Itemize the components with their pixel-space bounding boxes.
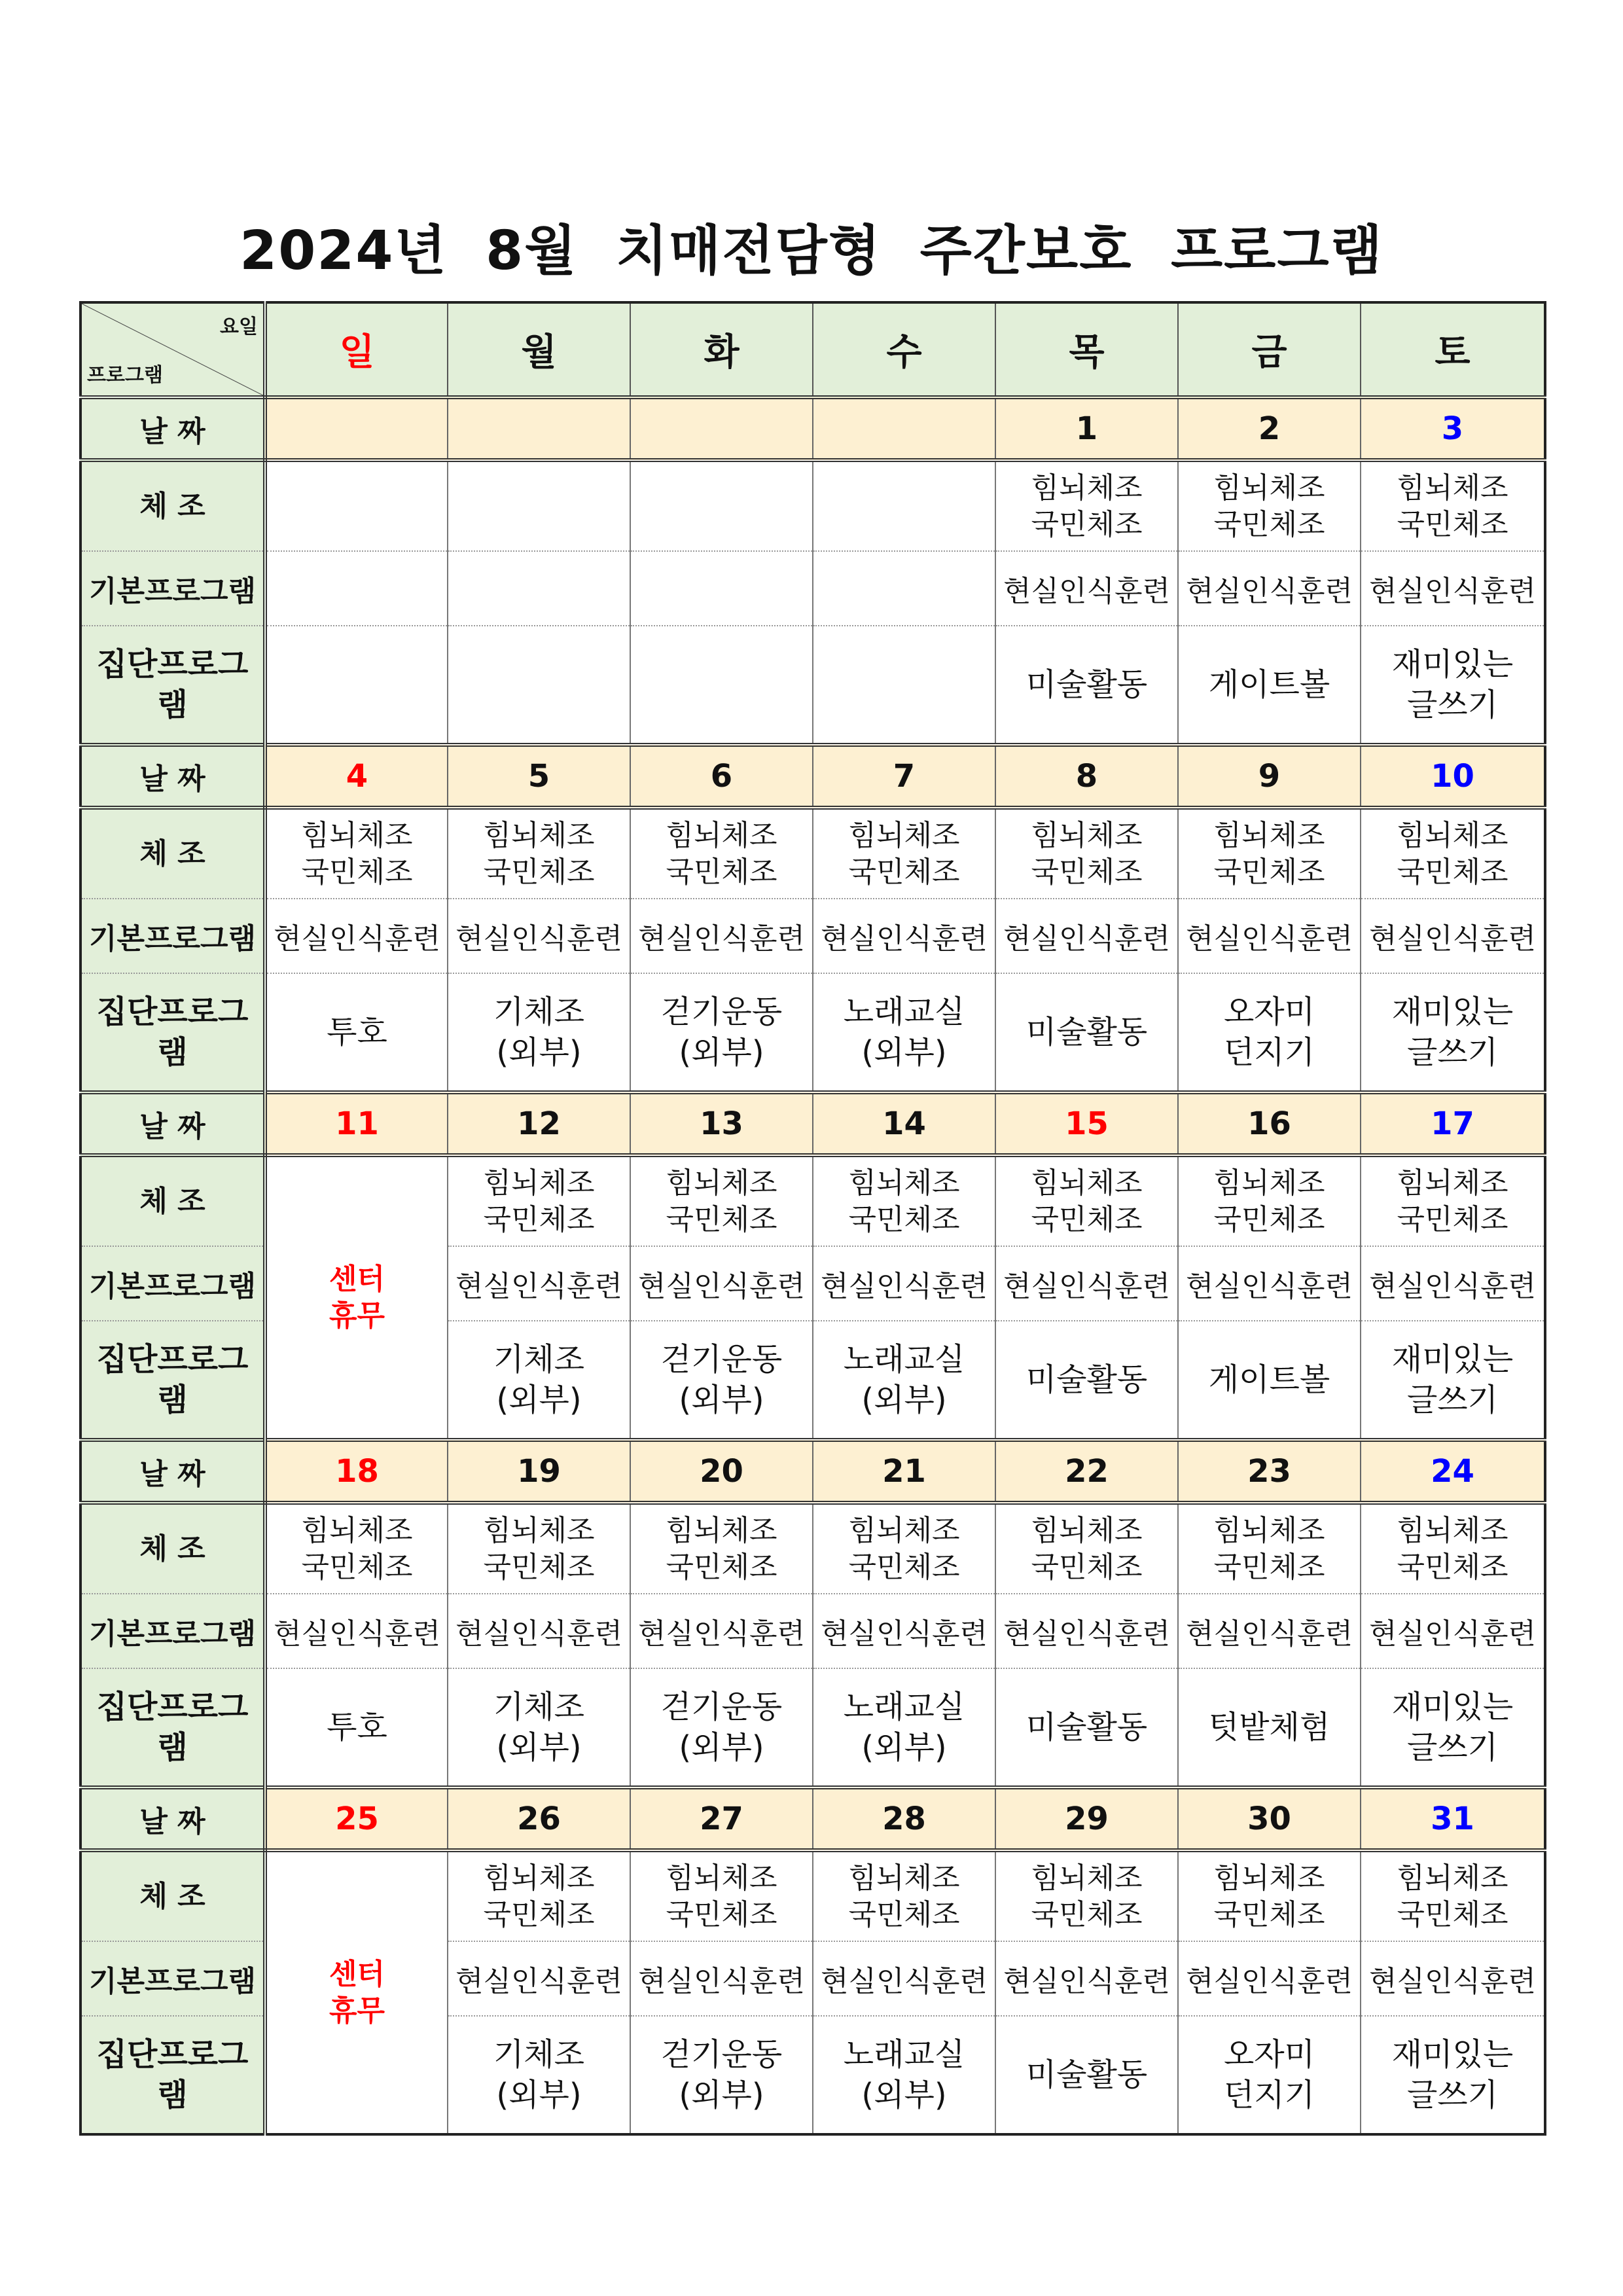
exercise-line-1: 힘뇌체조 bbox=[666, 1166, 777, 1200]
exercise-row bbox=[80, 1155, 1545, 1246]
exercise-line-2: 국민체조 bbox=[1031, 855, 1143, 889]
exercise-line-1: 힘뇌체조 bbox=[1213, 1166, 1325, 1200]
date-row-label: 날 짜 bbox=[80, 1092, 265, 1155]
exercise-line-2: 국민체조 bbox=[848, 1897, 960, 1931]
basic-program-cell: 현실인식훈련 bbox=[813, 1941, 995, 2016]
group-line-1: 텃밭체험 bbox=[1208, 1709, 1330, 1746]
exercise-cell bbox=[630, 1503, 813, 1594]
group-line-1: 기체조 bbox=[493, 1341, 585, 1378]
basic-program-cell: 현실인식훈련 bbox=[995, 1246, 1178, 1321]
exercise-line-1: 힘뇌체조 bbox=[666, 1513, 777, 1547]
header-corner-cell bbox=[80, 302, 265, 397]
basic-program-cell: 현실인식훈련 bbox=[448, 899, 630, 973]
basic-program-cell: 현실인식훈련 bbox=[265, 1594, 448, 1668]
exercise-cell bbox=[448, 808, 630, 899]
exercise-cell bbox=[265, 460, 448, 551]
exercise-line-2: 국민체조 bbox=[301, 855, 413, 889]
group-line-2: 글쓰기 bbox=[1406, 687, 1499, 723]
exercise-row bbox=[80, 1503, 1545, 1594]
group-line-1: 재미있는 bbox=[1391, 1341, 1514, 1378]
date-cell: 9 bbox=[1178, 745, 1361, 808]
date-cell: 20 bbox=[630, 1440, 813, 1503]
exercise-cell bbox=[1178, 1155, 1361, 1246]
date-cell bbox=[813, 397, 995, 460]
basic-program-cell: 현실인식훈련 bbox=[1361, 551, 1545, 626]
basic-program-cell: 현실인식훈련 bbox=[448, 1246, 630, 1321]
exercise-cell bbox=[995, 1503, 1178, 1594]
group-line-2: 글쓰기 bbox=[1406, 1729, 1499, 1766]
group-program-cell bbox=[995, 626, 1178, 745]
exercise-cell bbox=[630, 1850, 813, 1941]
basic-program-cell: 현실인식훈련 bbox=[813, 1594, 995, 1668]
exercise-row-label: 체 조 bbox=[80, 808, 265, 899]
weekday-header-row bbox=[80, 302, 1545, 397]
group-line-1: 노래교실 bbox=[843, 994, 965, 1030]
date-row-label: 날 짜 bbox=[80, 1440, 265, 1503]
exercise-cell bbox=[995, 1155, 1178, 1246]
basic-program-cell: 현실인식훈련 bbox=[448, 1941, 630, 2016]
basic-program-cell: 현실인식훈련 bbox=[265, 899, 448, 973]
group-program-cell bbox=[448, 973, 630, 1092]
date-cell: 24 bbox=[1361, 1440, 1545, 1503]
exercise-cell bbox=[448, 1503, 630, 1594]
date-cell: 11 bbox=[265, 1092, 448, 1155]
exercise-cell bbox=[1178, 1503, 1361, 1594]
group-line-2: (외부) bbox=[496, 1729, 582, 1766]
group-line-1: 오자미 bbox=[1223, 2036, 1315, 2073]
exercise-line-1: 힘뇌체조 bbox=[848, 1513, 960, 1547]
exercise-cell bbox=[1361, 1155, 1545, 1246]
group-program-cell bbox=[813, 1321, 995, 1440]
group-line-1: 재미있는 bbox=[1391, 1689, 1514, 1725]
group-line-1: 노래교실 bbox=[843, 1689, 965, 1725]
day-header-sunday: 일 bbox=[265, 302, 448, 397]
group-program-cell bbox=[995, 1321, 1178, 1440]
group-line-2: (외부) bbox=[861, 2077, 947, 2113]
date-cell: 25 bbox=[265, 1787, 448, 1850]
day-header-friday: 금 bbox=[1178, 302, 1361, 397]
exercise-line-1: 힘뇌체조 bbox=[848, 818, 960, 852]
exercise-line-1: 힘뇌체조 bbox=[848, 1166, 960, 1200]
group-line-1: 노래교실 bbox=[843, 2036, 965, 2073]
date-cell: 2 bbox=[1178, 397, 1361, 460]
group-line-1: 투호 bbox=[327, 1014, 387, 1050]
exercise-line-2: 국민체조 bbox=[1397, 1550, 1508, 1584]
date-cell: 8 bbox=[995, 745, 1178, 808]
group-line-1: 미술활동 bbox=[1026, 666, 1148, 703]
exercise-line-2: 국민체조 bbox=[483, 855, 595, 889]
date-row bbox=[80, 397, 1545, 460]
exercise-row bbox=[80, 1850, 1545, 1941]
date-cell: 27 bbox=[630, 1787, 813, 1850]
group-line-1: 재미있는 bbox=[1391, 646, 1514, 683]
day-header-wednesday: 수 bbox=[813, 302, 995, 397]
basic-program-cell: 현실인식훈련 bbox=[995, 1941, 1178, 2016]
date-row-label: 날 짜 bbox=[80, 397, 265, 460]
group-line-2: (외부) bbox=[679, 1034, 764, 1071]
group-line-2: (외부) bbox=[679, 2077, 764, 2113]
exercise-line-1: 힘뇌체조 bbox=[666, 818, 777, 852]
exercise-cell bbox=[995, 1850, 1178, 1941]
exercise-line-1: 힘뇌체조 bbox=[483, 1166, 595, 1200]
exercise-line-1: 힘뇌체조 bbox=[1397, 1166, 1508, 1200]
date-cell: 26 bbox=[448, 1787, 630, 1850]
exercise-cell bbox=[265, 808, 448, 899]
date-cell: 21 bbox=[813, 1440, 995, 1503]
group-program-row-label: 집단프로그램 bbox=[80, 1321, 265, 1440]
group-program-row bbox=[80, 1668, 1545, 1787]
group-program-cell bbox=[630, 626, 813, 745]
basic-program-cell: 현실인식훈련 bbox=[995, 1594, 1178, 1668]
exercise-line-2: 국민체조 bbox=[1213, 1550, 1325, 1584]
exercise-line-2: 국민체조 bbox=[301, 1550, 413, 1584]
date-row bbox=[80, 745, 1545, 808]
closed-text-line1: 센터 bbox=[329, 1262, 385, 1296]
group-program-row-label: 집단프로그램 bbox=[80, 626, 265, 745]
group-program-cell bbox=[1178, 1321, 1361, 1440]
group-line-1: 걷기운동 bbox=[660, 994, 783, 1030]
date-cell: 29 bbox=[995, 1787, 1178, 1850]
exercise-line-2: 국민체조 bbox=[1397, 855, 1508, 889]
date-cell bbox=[630, 397, 813, 460]
date-cell bbox=[448, 397, 630, 460]
group-program-cell bbox=[448, 1321, 630, 1440]
basic-program-row-label: 기본프로그램 bbox=[80, 1246, 265, 1321]
basic-program-cell: 현실인식훈련 bbox=[1178, 1246, 1361, 1321]
exercise-line-2: 국민체조 bbox=[1213, 1202, 1325, 1236]
group-line-1: 게이트볼 bbox=[1208, 1361, 1330, 1398]
group-line-1: 미술활동 bbox=[1026, 2056, 1148, 2093]
exercise-cell bbox=[1361, 1503, 1545, 1594]
group-program-cell bbox=[265, 626, 448, 745]
group-line-1: 기체조 bbox=[493, 994, 585, 1030]
exercise-line-2: 국민체조 bbox=[483, 1202, 595, 1236]
group-line-2: (외부) bbox=[861, 1729, 947, 1766]
group-program-cell bbox=[630, 2016, 813, 2134]
exercise-line-2: 국민체조 bbox=[483, 1897, 595, 1931]
exercise-line-2: 국민체조 bbox=[666, 1550, 777, 1584]
closed-text-line2: 휴무 bbox=[329, 1299, 385, 1333]
group-program-row bbox=[80, 973, 1545, 1092]
group-program-cell bbox=[995, 2016, 1178, 2134]
group-line-1: 재미있는 bbox=[1391, 2036, 1514, 2073]
closed-text-line2: 휴무 bbox=[329, 1994, 385, 2028]
basic-program-cell bbox=[813, 551, 995, 626]
exercise-cell bbox=[1361, 808, 1545, 899]
exercise-line-1: 힘뇌체조 bbox=[483, 1513, 595, 1547]
group-program-cell bbox=[1361, 2016, 1545, 2134]
day-header-tuesday: 화 bbox=[630, 302, 813, 397]
group-program-cell bbox=[1361, 973, 1545, 1092]
basic-program-cell: 현실인식훈련 bbox=[1178, 1941, 1361, 2016]
exercise-cell bbox=[813, 1503, 995, 1594]
basic-program-cell: 현실인식훈련 bbox=[1178, 1594, 1361, 1668]
exercise-cell bbox=[813, 460, 995, 551]
exercise-line-1: 힘뇌체조 bbox=[1213, 1513, 1325, 1547]
group-program-cell bbox=[448, 1668, 630, 1787]
date-cell: 14 bbox=[813, 1092, 995, 1155]
exercise-line-1: 힘뇌체조 bbox=[1213, 818, 1325, 852]
exercise-line-2: 국민체조 bbox=[1031, 1550, 1143, 1584]
exercise-cell bbox=[630, 1155, 813, 1246]
group-program-cell bbox=[1178, 973, 1361, 1092]
date-cell: 18 bbox=[265, 1440, 448, 1503]
group-line-2: 글쓰기 bbox=[1406, 1034, 1499, 1071]
basic-program-cell bbox=[448, 551, 630, 626]
schedule-table bbox=[79, 301, 1546, 2136]
exercise-line-2: 국민체조 bbox=[483, 1550, 595, 1584]
group-line-1: 게이트볼 bbox=[1208, 666, 1330, 703]
exercise-line-1: 힘뇌체조 bbox=[1031, 471, 1143, 505]
exercise-cell bbox=[1178, 808, 1361, 899]
basic-program-cell: 현실인식훈련 bbox=[448, 1594, 630, 1668]
exercise-cell bbox=[813, 1850, 995, 1941]
exercise-cell bbox=[448, 460, 630, 551]
group-line-1: 걷기운동 bbox=[660, 2036, 783, 2073]
center-closed-cell bbox=[265, 1850, 448, 2134]
group-line-2: (외부) bbox=[496, 1034, 582, 1071]
exercise-cell bbox=[265, 1503, 448, 1594]
corner-day-label: 요일 bbox=[220, 315, 258, 338]
exercise-line-2: 국민체조 bbox=[1031, 1897, 1143, 1931]
basic-program-cell: 현실인식훈련 bbox=[1361, 899, 1545, 973]
date-row bbox=[80, 1787, 1545, 1850]
group-program-cell bbox=[1178, 1668, 1361, 1787]
group-line-2: 던지기 bbox=[1223, 1034, 1315, 1071]
exercise-line-1: 힘뇌체조 bbox=[1213, 1861, 1325, 1895]
date-cell: 1 bbox=[995, 397, 1178, 460]
date-cell: 3 bbox=[1361, 397, 1545, 460]
basic-program-row-label: 기본프로그램 bbox=[80, 551, 265, 626]
exercise-line-2: 국민체조 bbox=[848, 1550, 960, 1584]
basic-program-row bbox=[80, 899, 1545, 973]
group-program-cell bbox=[1361, 626, 1545, 745]
date-row-label: 날 짜 bbox=[80, 745, 265, 808]
exercise-line-2: 국민체조 bbox=[848, 855, 960, 889]
basic-program-cell: 현실인식훈련 bbox=[1361, 1941, 1545, 2016]
group-line-2: (외부) bbox=[679, 1382, 764, 1418]
exercise-cell bbox=[630, 808, 813, 899]
exercise-row-label: 체 조 bbox=[80, 1503, 265, 1594]
exercise-row bbox=[80, 808, 1545, 899]
day-header-monday: 월 bbox=[448, 302, 630, 397]
exercise-line-2: 국민체조 bbox=[848, 1202, 960, 1236]
exercise-line-2: 국민체조 bbox=[1213, 1897, 1325, 1931]
date-cell: 22 bbox=[995, 1440, 1178, 1503]
exercise-line-1: 힘뇌체조 bbox=[666, 1861, 777, 1895]
group-line-2: (외부) bbox=[861, 1034, 947, 1071]
exercise-line-1: 힘뇌체조 bbox=[1031, 818, 1143, 852]
group-program-cell bbox=[265, 1668, 448, 1787]
basic-program-cell bbox=[265, 551, 448, 626]
basic-program-cell: 현실인식훈련 bbox=[813, 1246, 995, 1321]
exercise-line-2: 국민체조 bbox=[1031, 507, 1143, 541]
exercise-cell bbox=[1178, 1850, 1361, 1941]
date-cell: 16 bbox=[1178, 1092, 1361, 1155]
group-program-cell bbox=[1178, 2016, 1361, 2134]
exercise-row bbox=[80, 460, 1545, 551]
date-row bbox=[80, 1440, 1545, 1503]
exercise-line-1: 힘뇌체조 bbox=[483, 818, 595, 852]
basic-program-cell: 현실인식훈련 bbox=[1361, 1594, 1545, 1668]
exercise-cell bbox=[448, 1155, 630, 1246]
date-cell: 23 bbox=[1178, 1440, 1361, 1503]
date-cell: 13 bbox=[630, 1092, 813, 1155]
exercise-line-1: 힘뇌체조 bbox=[301, 818, 413, 852]
basic-program-cell: 현실인식훈련 bbox=[630, 1594, 813, 1668]
group-line-1: 재미있는 bbox=[1391, 994, 1514, 1030]
basic-program-row bbox=[80, 551, 1545, 626]
group-line-2: (외부) bbox=[679, 1729, 764, 1766]
exercise-line-2: 국민체조 bbox=[1213, 507, 1325, 541]
date-cell: 30 bbox=[1178, 1787, 1361, 1850]
basic-program-row bbox=[80, 1594, 1545, 1668]
date-row bbox=[80, 1092, 1545, 1155]
basic-program-cell: 현실인식훈련 bbox=[630, 899, 813, 973]
basic-program-cell: 현실인식훈련 bbox=[1178, 899, 1361, 973]
group-program-cell bbox=[995, 973, 1178, 1092]
exercise-cell bbox=[1361, 1850, 1545, 1941]
basic-program-cell: 현실인식훈련 bbox=[813, 899, 995, 973]
date-cell bbox=[265, 397, 448, 460]
group-program-cell bbox=[1361, 1668, 1545, 1787]
exercise-line-2: 국민체조 bbox=[1213, 855, 1325, 889]
group-program-cell bbox=[265, 973, 448, 1092]
exercise-cell bbox=[1361, 460, 1545, 551]
group-program-row-label: 집단프로그램 bbox=[80, 1668, 265, 1787]
exercise-line-2: 국민체조 bbox=[666, 1202, 777, 1236]
exercise-line-2: 국민체조 bbox=[1031, 1202, 1143, 1236]
corner-program-label: 프로그램 bbox=[87, 364, 163, 387]
exercise-line-1: 힘뇌체조 bbox=[483, 1861, 595, 1895]
group-line-1: 기체조 bbox=[493, 2036, 585, 2073]
date-cell: 5 bbox=[448, 745, 630, 808]
exercise-line-1: 힘뇌체조 bbox=[1397, 471, 1508, 505]
group-program-cell bbox=[448, 626, 630, 745]
date-cell: 28 bbox=[813, 1787, 995, 1850]
group-line-1: 미술활동 bbox=[1026, 1361, 1148, 1398]
exercise-line-1: 힘뇌체조 bbox=[1213, 471, 1325, 505]
group-program-cell bbox=[1361, 1321, 1545, 1440]
exercise-line-1: 힘뇌체조 bbox=[1031, 1861, 1143, 1895]
day-header-saturday: 토 bbox=[1361, 302, 1545, 397]
group-line-2: 글쓰기 bbox=[1406, 2077, 1499, 2113]
basic-program-cell bbox=[630, 551, 813, 626]
exercise-row-label: 체 조 bbox=[80, 1850, 265, 1941]
date-cell: 10 bbox=[1361, 745, 1545, 808]
group-line-2: (외부) bbox=[496, 2077, 582, 2113]
group-program-cell bbox=[813, 626, 995, 745]
date-cell: 7 bbox=[813, 745, 995, 808]
basic-program-row-label: 기본프로그램 bbox=[80, 1941, 265, 2016]
group-line-1: 기체조 bbox=[493, 1689, 585, 1725]
basic-program-cell: 현실인식훈련 bbox=[630, 1246, 813, 1321]
date-cell: 12 bbox=[448, 1092, 630, 1155]
basic-program-cell: 현실인식훈련 bbox=[1178, 551, 1361, 626]
group-program-cell bbox=[813, 2016, 995, 2134]
basic-program-row-label: 기본프로그램 bbox=[80, 899, 265, 973]
exercise-row-label: 체 조 bbox=[80, 460, 265, 551]
group-line-1: 오자미 bbox=[1223, 994, 1315, 1030]
exercise-cell bbox=[630, 460, 813, 551]
center-closed-cell bbox=[265, 1155, 448, 1440]
group-program-cell bbox=[813, 1668, 995, 1787]
date-cell: 31 bbox=[1361, 1787, 1545, 1850]
basic-program-cell: 현실인식훈련 bbox=[1361, 1246, 1545, 1321]
group-line-1: 투호 bbox=[327, 1709, 387, 1746]
exercise-line-1: 힘뇌체조 bbox=[1397, 1861, 1508, 1895]
date-cell: 17 bbox=[1361, 1092, 1545, 1155]
date-cell: 15 bbox=[995, 1092, 1178, 1155]
group-line-2: 던지기 bbox=[1223, 2077, 1315, 2113]
exercise-line-2: 국민체조 bbox=[666, 855, 777, 889]
group-program-cell bbox=[630, 1668, 813, 1787]
group-program-cell bbox=[630, 973, 813, 1092]
date-cell: 6 bbox=[630, 745, 813, 808]
exercise-cell bbox=[995, 808, 1178, 899]
exercise-line-2: 국민체조 bbox=[1397, 1897, 1508, 1931]
exercise-cell bbox=[813, 808, 995, 899]
group-program-row-label: 집단프로그램 bbox=[80, 973, 265, 1092]
exercise-line-2: 국민체조 bbox=[1397, 507, 1508, 541]
basic-program-cell: 현실인식훈련 bbox=[995, 899, 1178, 973]
group-line-1: 노래교실 bbox=[843, 1341, 965, 1378]
exercise-cell bbox=[1178, 460, 1361, 551]
day-header-thursday: 목 bbox=[995, 302, 1178, 397]
group-program-row-label: 집단프로그램 bbox=[80, 2016, 265, 2134]
exercise-line-1: 힘뇌체조 bbox=[1397, 818, 1508, 852]
page-title: 2024년 8월 치매전담형 주간보호 프로그램 bbox=[240, 220, 1383, 282]
group-line-2: (외부) bbox=[496, 1382, 582, 1418]
exercise-line-1: 힘뇌체조 bbox=[301, 1513, 413, 1547]
exercise-cell bbox=[448, 1850, 630, 1941]
date-cell: 19 bbox=[448, 1440, 630, 1503]
exercise-line-1: 힘뇌체조 bbox=[1031, 1166, 1143, 1200]
exercise-line-1: 힘뇌체조 bbox=[848, 1861, 960, 1895]
closed-text-line1: 센터 bbox=[329, 1957, 385, 1991]
group-program-cell bbox=[630, 1321, 813, 1440]
group-program-row bbox=[80, 626, 1545, 745]
exercise-line-2: 국민체조 bbox=[1397, 1202, 1508, 1236]
exercise-row-label: 체 조 bbox=[80, 1155, 265, 1246]
group-line-2: 글쓰기 bbox=[1406, 1382, 1499, 1418]
basic-program-row-label: 기본프로그램 bbox=[80, 1594, 265, 1668]
basic-program-cell: 현실인식훈련 bbox=[630, 1941, 813, 2016]
group-program-cell bbox=[813, 973, 995, 1092]
group-program-cell bbox=[995, 1668, 1178, 1787]
basic-program-cell: 현실인식훈련 bbox=[995, 551, 1178, 626]
exercise-line-1: 힘뇌체조 bbox=[1031, 1513, 1143, 1547]
group-line-1: 걷기운동 bbox=[660, 1341, 783, 1378]
exercise-line-1: 힘뇌체조 bbox=[1397, 1513, 1508, 1547]
group-program-cell bbox=[448, 2016, 630, 2134]
date-row-label: 날 짜 bbox=[80, 1787, 265, 1850]
exercise-line-2: 국민체조 bbox=[666, 1897, 777, 1931]
group-line-2: (외부) bbox=[861, 1382, 947, 1418]
group-line-1: 미술활동 bbox=[1026, 1709, 1148, 1746]
group-line-1: 걷기운동 bbox=[660, 1689, 783, 1725]
exercise-cell bbox=[995, 460, 1178, 551]
date-cell: 4 bbox=[265, 745, 448, 808]
group-program-cell bbox=[1178, 626, 1361, 745]
group-line-1: 미술활동 bbox=[1026, 1014, 1148, 1050]
exercise-cell bbox=[813, 1155, 995, 1246]
